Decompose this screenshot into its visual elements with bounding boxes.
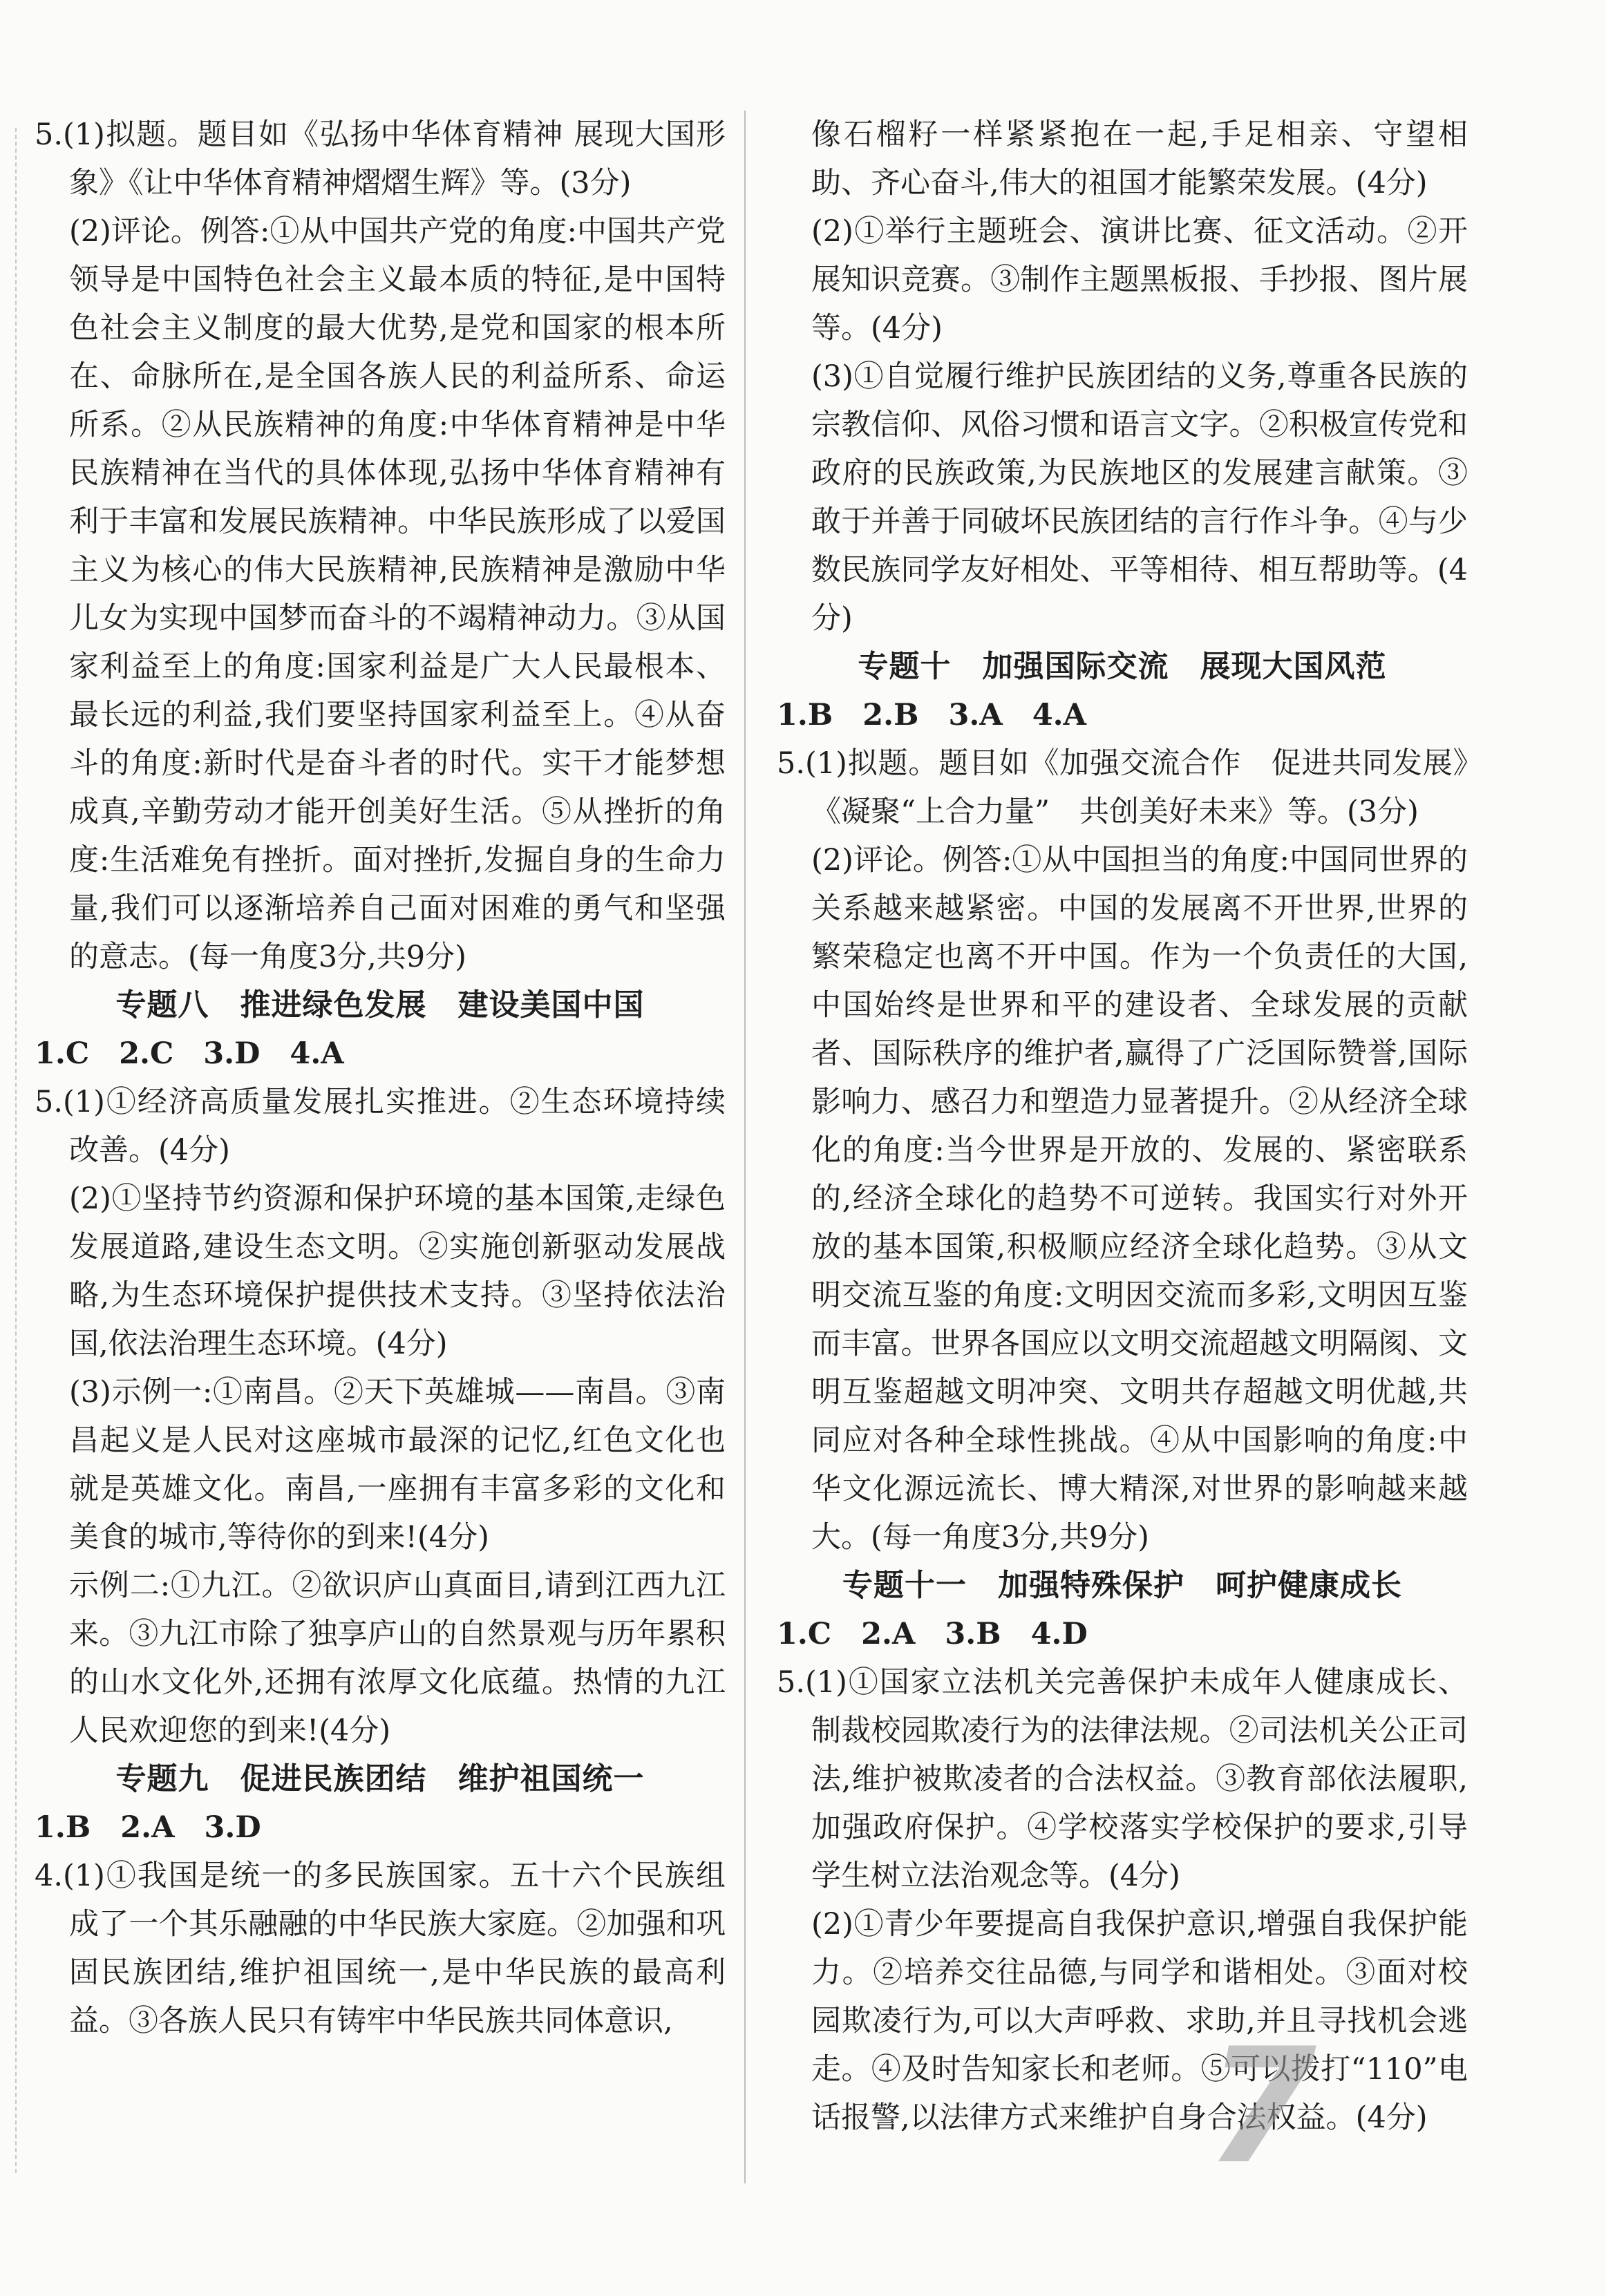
answer-paragraph: 像石榴籽一样紧紧抱在一起,手足相亲、守望相助、齐心奋斗,伟大的祖国才能繁荣发展。(4分) <box>811 117 1468 200</box>
choice-answers: 1.C 2.A 3.B 4.D <box>777 1617 1088 1651</box>
section-heading: 专题十一 加强特殊保护 呵护健康成长 <box>842 1568 1402 1603</box>
question-item: 5.(1)拟题。题目如《加强交流合作 促进共同发展》《凝聚“上合力量” 共创美好未来》等。(3分) <box>777 746 1468 829</box>
binding-guide-line <box>15 128 17 2173</box>
section-heading: 专题十 加强国际交流 展现大国风范 <box>858 649 1387 684</box>
page-number: 7 <box>1206 2015 1317 2199</box>
section-heading: 专题九 促进民族团结 维护祖国统一 <box>115 1761 645 1796</box>
answer-paragraph: 示例二:①九江。②欲识庐山真面目,请到江西九江来。③九江市除了独享庐山的自然景观与历年累积的山水文化外,还拥有浓厚文化底蕴。热情的九江人民欢迎您的到来!(4分) <box>69 1568 726 1748</box>
answer-paragraph: (2)评论。例答:①从中国共产党的角度:中国共产党领导是中国特色社会主义最本质的特征,是中国特色社会主义制度的最大优势,是党和国家的根本所在、命脉所在,是全国各族人民的利益所系、命运所系。②从民族精神的角度:中华体育精神是中华民族精神在当代的具体体现,弘扬中华体育精神有利于丰富和发展民族精神。中华民族形成了以爱国主义为核心的伟大民族精神,民族精神是激励中华儿女为实现中国梦而奋斗的不竭精神动力。③从国家利益至上的角度:国家利益是广大人民最根本、最长远的利益,我们要坚持国家利益至上。④从奋斗的角度:新时代是奋斗者的时代。实干才能梦想成真,辛勤劳动才能开创美好生活。⑤从挫折的角度:生活难免有挫折。面对挫折,发掘自身的生命力量,我们可以逐渐培养自己面对困难的勇气和坚强的意志。(每一角度3分,共9分) <box>69 214 726 974</box>
choice-answers: 1.C 2.C 3.D 4.A <box>35 1036 344 1071</box>
choice-answers: 1.B 2.B 3.A 4.A <box>777 698 1086 732</box>
question-item: 5.(1)①国家立法机关完善保护未成年人健康成长、制裁校园欺凌行为的法律法规。②司法机关公正司法,维护被欺凌者的合法权益。③教育部依法履职,加强政府保护。④学校落实学校保护的要求,引导学生树立法治观念等。(4分) <box>777 1665 1468 1893</box>
question-item: 4.(1)①我国是统一的多民族国家。五十六个民族组成了一个其乐融融的中华民族大家庭。②加强和巩固民族团结,维护祖国统一,是中华民族的最高利益。③各族人民只有铸牢中华民族共同体意识, <box>35 1859 726 2038</box>
answer-paragraph: (2)①坚持节约资源和保护环境的基本国策,走绿色发展道路,建设生态文明。②实施创新驱动发展战略,为生态环境保护提供技术支持。③坚持依法治国,依法治理生态环境。(4分) <box>69 1182 726 1361</box>
answer-paragraph: (2)评论。例答:①从中国担当的角度:中国同世界的关系越来越紧密。中国的发展离不开世界,世界的繁荣稳定也离不开中国。作为一个负责任的大国,中国始终是世界和平的建设者、全球发展的贡献者、国际秩序的维护者,赢得了广泛国际赞誉,国际影响力、感召力和塑造力显著提升。②从经济全球化的角度:当今世界是开放的、发展的、紧密联系的,经济全球化的趋势不可逆转。我国实行对外开放的基本国策,积极顺应经济全球化趋势。③从文明交流互鉴的角度:文明因交流而多彩,文明因互鉴而丰富。世界各国应以文明交流超越文明隔阂、文明互鉴超越文明冲突、文明共存超越文明优越,共同应对各种全球性挑战。④从中国影响的角度:中华文化源远流长、博大精深,对世界的影响越来越大。(每一角度3分,共9分) <box>811 843 1468 1555</box>
section-heading: 专题八 推进绿色发展 建设美国中国 <box>115 987 645 1023</box>
question-item: 5.(1)①经济高质量发展扎实推进。②生态环境持续改善。(4分) <box>35 1085 726 1168</box>
choice-answers: 1.B 2.A 3.D <box>35 1810 261 1845</box>
answer-paragraph: (2)①举行主题班会、演讲比赛、征文活动。②开展知识竞赛。③制作主题黑板报、手抄报、图片展等。(4分) <box>811 214 1468 345</box>
left-column <box>35 111 726 2045</box>
answer-paragraph: (3)①自觉履行维护民族团结的义务,尊重各民族的宗教信仰、风俗习惯和语言文字。②积极宣传党和政府的民族政策,为民族地区的发展建言献策。③敢于并善于同破坏民族团结的言行作斗争。④与少数民族同学友好相处、平等相待、相互帮助等。(4分) <box>811 359 1468 636</box>
answer-paragraph: (3)示例一:①南昌。②天下英雄城——南昌。③南昌起义是人民对这座城市最深的记忆,红色文化也就是英雄文化。南昌,一座拥有丰富多彩的文化和美食的城市,等待你的到来!(4分) <box>69 1375 726 1555</box>
column-divider <box>744 111 746 2183</box>
answer-paragraph: (2)①青少年要提高自我保护意识,增强自我保护能力。②培养交往品德,与同学和谐相处。③面对校园欺凌行为,可以大声呼救、求助,并且寻找机会逃走。④及时告知家长和老师。⑤可以拨打“110”电话报警,以法律方式来维护自身合法权益。(4分) <box>811 1907 1468 2135</box>
question-item: 5.(1)拟题。题目如《弘扬中华体育精神 展现大国形象》《让中华体育精神熠熠生辉》等。(3分) <box>35 117 726 200</box>
right-column <box>777 111 1468 2142</box>
